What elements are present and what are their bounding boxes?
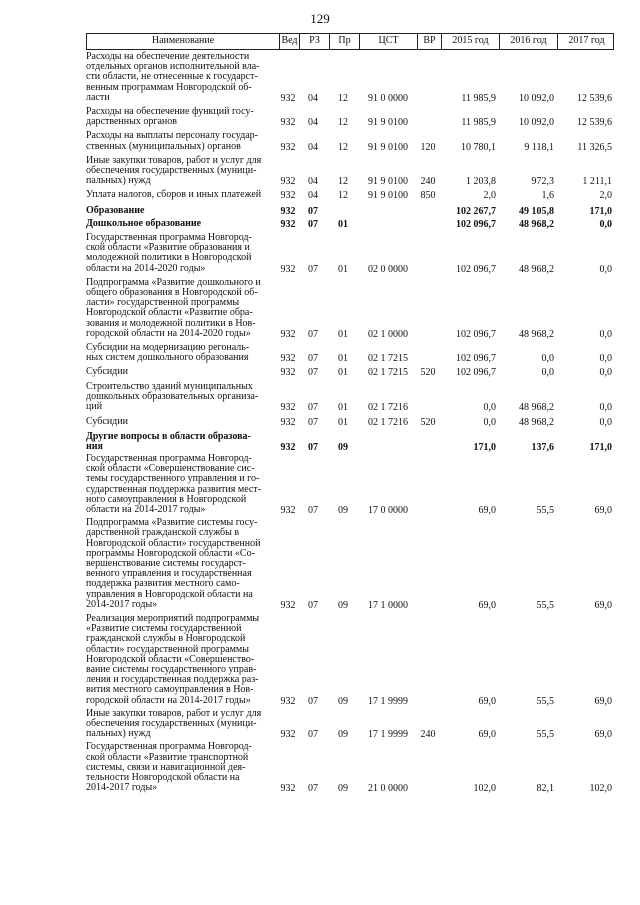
cell-ved: 932: [280, 504, 296, 516]
cell-2016: 48 968,2: [519, 328, 554, 340]
cell-2017: 0,0: [599, 263, 612, 275]
cell-rz: 04: [308, 176, 318, 188]
cell-pr: 12: [338, 190, 348, 202]
cell-cst: 91 9 0100: [368, 141, 408, 153]
cell-cst: 91 0 0000: [368, 92, 408, 104]
cell-cst: 21 0 0000: [368, 783, 408, 795]
cell-ved: 932: [280, 353, 296, 365]
cell-2015: 1 203,8: [466, 176, 496, 188]
cell-2015: 2,0: [483, 190, 496, 202]
cell-2015: 11 985,9: [461, 117, 496, 129]
cell-2016: 1,6: [541, 190, 554, 202]
cell-2015: 102 096,7: [456, 263, 496, 275]
cell-2017: 102,0: [589, 783, 612, 795]
row-name: Дошкольное образование: [86, 217, 202, 229]
cell-2017: 69,0: [594, 504, 612, 516]
cell-pr: 09: [338, 504, 348, 516]
cell-pr: 01: [338, 367, 348, 379]
cell-2015: 69,0: [478, 599, 496, 611]
cell-cst: 17 1 0000: [368, 599, 408, 611]
cell-pr: 12: [338, 117, 348, 129]
cell-2016: 48 968,2: [519, 263, 554, 275]
table-header: [86, 33, 614, 50]
table-row: [86, 454, 614, 516]
cell-cst: 17 1 9999: [368, 695, 408, 707]
table-row: [86, 614, 614, 707]
cell-2016: 55,5: [536, 599, 554, 611]
header-cst: ЦСТ: [359, 34, 417, 49]
table-row: [86, 156, 614, 188]
row-name: Расходы на обеспечение функций госу- дарственных органов: [86, 106, 254, 128]
cell-2015: 102 096,7: [456, 353, 496, 365]
cell-2017: 171,0: [589, 441, 612, 453]
cell-vr: 120: [420, 141, 436, 153]
cell-2017: 69,0: [594, 729, 612, 741]
header-2017: 2017 год: [557, 34, 615, 49]
cell-rz: 07: [308, 263, 318, 275]
cell-2015: 102 096,7: [456, 367, 496, 379]
cell-pr: 01: [338, 218, 348, 230]
cell-rz: 07: [308, 402, 318, 414]
row-name: Иные закупки товаров, работ и услуг для обеспечения государственных (муници- пальных) нужд: [86, 707, 262, 740]
cell-2016: 48 968,2: [519, 417, 554, 429]
cell-cst: 02 1 7215: [368, 353, 408, 365]
cell-pr: 09: [338, 695, 348, 707]
cell-pr: 12: [338, 176, 348, 188]
cell-ved: 932: [280, 190, 296, 202]
cell-rz: 04: [308, 92, 318, 104]
cell-rz: 07: [308, 367, 318, 379]
cell-2017: 0,0: [599, 353, 612, 365]
cell-rz: 07: [308, 783, 318, 795]
header-name: Наименование: [151, 35, 215, 46]
table-row: [86, 742, 614, 794]
cell-vr: 850: [420, 190, 436, 202]
table-row: [86, 52, 614, 104]
cell-2015: 0,0: [483, 417, 496, 429]
cell-2016: 55,5: [536, 695, 554, 707]
row-name: Уплата налогов, сборов и иных платежей: [86, 189, 262, 201]
table-row: [86, 131, 614, 152]
table-row: [86, 367, 614, 378]
cell-ved: 932: [280, 141, 296, 153]
cell-pr: 01: [338, 353, 348, 365]
cell-pr: 09: [338, 599, 348, 611]
budget-table: [86, 33, 614, 794]
cell-2015: 10 780,1: [461, 141, 496, 153]
cell-cst: 17 1 9999: [368, 729, 408, 741]
cell-ved: 932: [280, 695, 296, 707]
cell-2017: 12 539,6: [577, 117, 612, 129]
cell-pr: 09: [338, 729, 348, 741]
table-row: [86, 382, 614, 414]
cell-2017: 2,0: [599, 190, 612, 202]
row-name: Субсидии на модернизацию регональ- ных систем дошкольного образования: [86, 342, 250, 364]
cell-ved: 932: [280, 328, 296, 340]
cell-ved: 932: [280, 92, 296, 104]
row-name: Государственная программа Новгород- ской области «Совершенствование сис- темы государственного управления и го- сударственная поддержка развития мест- ного самоуправления в Новгородской области на 2014-2017 годы»: [86, 452, 262, 515]
row-name: Субсидии: [86, 366, 128, 378]
cell-cst: 02 1 7216: [368, 417, 408, 429]
page-number: 129: [310, 11, 330, 26]
cell-ved: 932: [280, 205, 296, 217]
cell-2015: 69,0: [478, 695, 496, 707]
header-vr: ВР: [417, 34, 441, 49]
cell-vr: 520: [420, 417, 436, 429]
cell-ved: 932: [280, 176, 296, 188]
table-row: [86, 233, 614, 275]
cell-ved: 932: [280, 367, 296, 379]
table-row: [86, 518, 614, 611]
cell-rz: 07: [308, 353, 318, 365]
table-row: [86, 107, 614, 128]
cell-2016: 48 968,2: [519, 402, 554, 414]
cell-ved: 932: [280, 783, 296, 795]
table-row: [86, 432, 614, 453]
cell-pr: 09: [338, 783, 348, 795]
cell-rz: 07: [308, 417, 318, 429]
cell-2017: 1 211,1: [582, 176, 612, 188]
table-row: [86, 190, 614, 201]
table-body: [86, 52, 614, 794]
cell-2017: 0,0: [599, 218, 612, 230]
cell-2015: 0,0: [483, 402, 496, 414]
cell-ved: 932: [280, 402, 296, 414]
cell-vr: 240: [420, 729, 436, 741]
cell-2015: 69,0: [478, 504, 496, 516]
cell-2017: 12 539,6: [577, 92, 612, 104]
cell-rz: 07: [308, 729, 318, 741]
cell-ved: 932: [280, 599, 296, 611]
cell-2016: 9 118,1: [524, 141, 554, 153]
cell-2015: 69,0: [478, 729, 496, 741]
cell-rz: 07: [308, 205, 318, 217]
cell-rz: 07: [308, 695, 318, 707]
cell-2017: 171,0: [589, 205, 612, 217]
row-name: Расходы на обеспечение деятельности отдельных органов исполнительной вла- сти области, не отнесенные к государст- венным программам Новгородской об- ласти: [86, 51, 260, 103]
cell-ved: 932: [280, 263, 296, 275]
cell-rz: 07: [308, 504, 318, 516]
cell-rz: 04: [308, 141, 318, 153]
cell-2016: 55,5: [536, 729, 554, 741]
cell-2016: 0,0: [541, 353, 554, 365]
cell-2017: 11 326,5: [577, 141, 612, 153]
cell-pr: 12: [338, 92, 348, 104]
cell-rz: 07: [308, 599, 318, 611]
cell-cst: 02 1 7215: [368, 367, 408, 379]
cell-cst: 02 0 0000: [368, 263, 408, 275]
cell-2017: 0,0: [599, 402, 612, 414]
cell-2015: 102 096,7: [456, 328, 496, 340]
cell-2017: 0,0: [599, 417, 612, 429]
cell-2016: 48 968,2: [519, 218, 554, 230]
cell-cst: 02 1 7216: [368, 402, 408, 414]
cell-ved: 932: [280, 729, 296, 741]
cell-vr: 520: [420, 367, 436, 379]
cell-pr: 01: [338, 328, 348, 340]
cell-cst: 02 1 0000: [368, 328, 408, 340]
row-name: Подпрограмма «Развитие дошкольного и общего образования в Новгородской об- ласти» государственной программы Новгородской области «Развитие обра- зования и молодежной политики в Нов- городской области на 2014-2020 годы»: [86, 276, 261, 339]
cell-2017: 0,0: [599, 367, 612, 379]
cell-2015: 102 096,7: [456, 218, 496, 230]
cell-2017: 0,0: [599, 328, 612, 340]
row-name: Другие вопросы в области образова- ния: [86, 430, 251, 452]
cell-rz: 07: [308, 328, 318, 340]
cell-2016: 10 092,0: [519, 92, 554, 104]
cell-ved: 932: [280, 441, 296, 453]
row-name: Государственная программа Новгород- ской области «Развитие образования и молодежной политики в Новгородской области на 2014-2020 годы»: [86, 232, 252, 274]
cell-cst: 91 9 0100: [368, 117, 408, 129]
cell-pr: 12: [338, 141, 348, 153]
row-name: Государственная программа Новгород- ской области «Развитие транспортной системы, связи и навигационной дея- тельности Новгородской области на 2014-2017 годы»: [86, 741, 252, 794]
header-2015: 2015 год: [441, 34, 499, 49]
cell-2017: 69,0: [594, 599, 612, 611]
cell-pr: 01: [338, 417, 348, 429]
cell-rz: 04: [308, 117, 318, 129]
header-pr: Пр: [329, 34, 359, 49]
cell-cst: 91 9 0100: [368, 190, 408, 202]
row-name: Расходы на выплаты персоналу государ- ственных (муниципальных) органов: [86, 130, 259, 152]
cell-2015: 171,0: [473, 441, 496, 453]
cell-cst: 17 0 0000: [368, 504, 408, 516]
cell-cst: 91 9 0100: [368, 176, 408, 188]
cell-2016: 82,1: [536, 783, 554, 795]
header-ved: Вед: [279, 34, 299, 49]
cell-rz: 07: [308, 441, 318, 453]
cell-2017: 69,0: [594, 695, 612, 707]
header-2016: 2016 год: [499, 34, 557, 49]
cell-ved: 932: [280, 117, 296, 129]
table-row: [86, 343, 614, 364]
cell-2016: 972,3: [531, 176, 554, 188]
cell-2015: 11 985,9: [461, 92, 496, 104]
row-name: Образование: [86, 204, 145, 216]
cell-ved: 932: [280, 417, 296, 429]
cell-2016: 137,6: [531, 441, 554, 453]
cell-rz: 07: [308, 218, 318, 230]
cell-2016: 0,0: [541, 367, 554, 379]
cell-2015: 102,0: [473, 783, 496, 795]
cell-2015: 102 267,7: [456, 205, 496, 217]
cell-rz: 04: [308, 190, 318, 202]
cell-2016: 55,5: [536, 504, 554, 516]
row-name: Субсидии: [86, 416, 128, 428]
header-rz: РЗ: [299, 34, 329, 49]
cell-pr: 09: [338, 441, 348, 453]
table-row: [86, 278, 614, 340]
row-name: Подпрограмма «Развитие системы госу- дарственной гражданской службы в Новгородской области» государственной программы Новгородской области «Со- вершенствование системы государст- венного управления и государственная поддержка развития местного само- управления в Новгородской области на 2014-2017 годы»: [86, 517, 261, 610]
cell-2016: 49 105,8: [519, 205, 554, 217]
cell-pr: 01: [338, 263, 348, 275]
cell-2016: 10 092,0: [519, 117, 554, 129]
table-row: [86, 219, 614, 230]
cell-pr: 01: [338, 402, 348, 414]
table-row: [86, 709, 614, 741]
table-row: [86, 417, 614, 428]
row-name: Строительство зданий муниципальных дошкольных образовательных организа- ций: [86, 380, 259, 413]
row-name: Реализация мероприятий подпрограммы «Развитие системы государственной гражданской службы в Новгородской области» государственной программы Новгородской области «Совершенство- вание системы государственного управ- ления и государственная поддержка раз- вития местного самоуправления в Нов- городской области на 2014-2017 годы»: [86, 612, 260, 706]
row-name: Иные закупки товаров, работ и услуг для обеспечения государственных (муници- пальных) нужд: [86, 154, 262, 187]
cell-ved: 932: [280, 218, 296, 230]
cell-vr: 240: [420, 176, 436, 188]
table-row: [86, 206, 614, 217]
